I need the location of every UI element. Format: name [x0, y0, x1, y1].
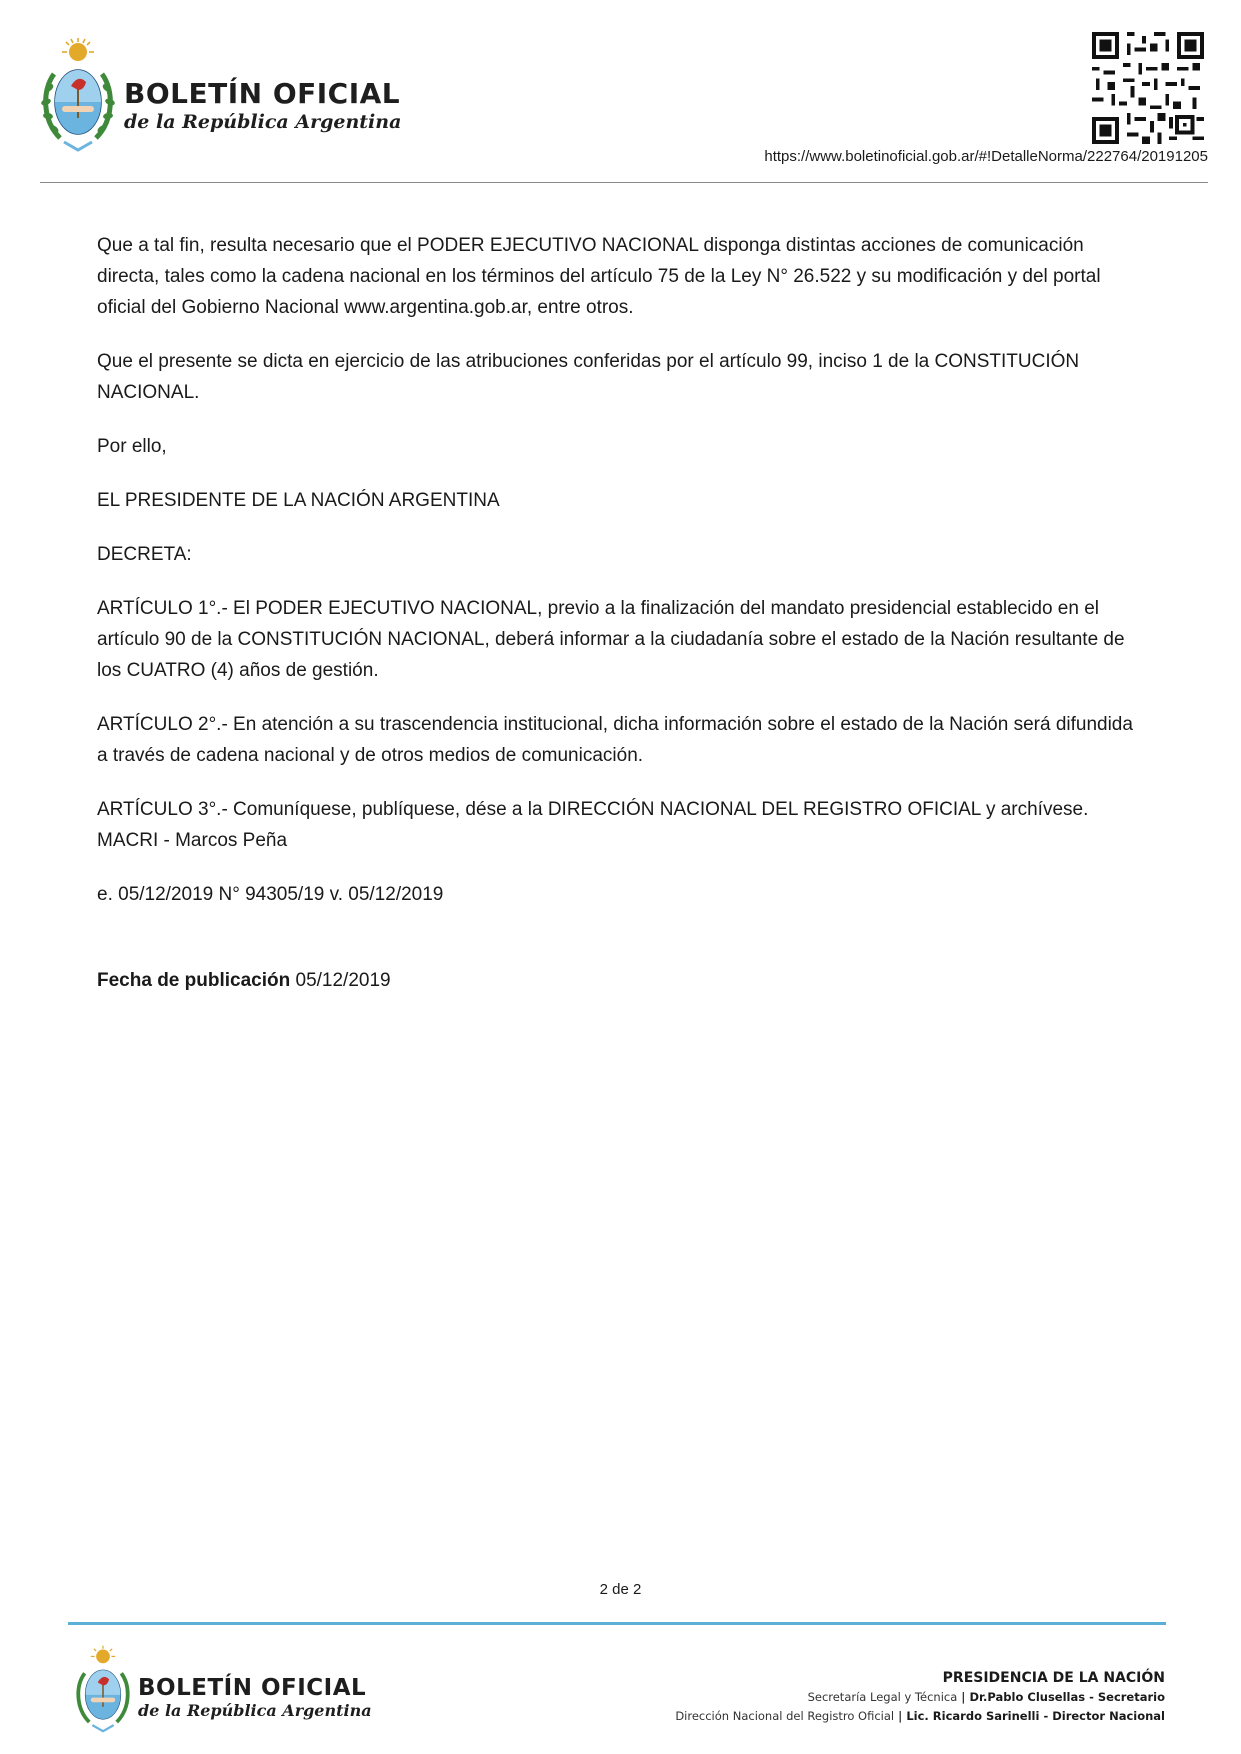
publication-label: Fecha de publicación — [97, 970, 291, 991]
qr-code-icon — [1092, 32, 1204, 144]
article-3: ARTÍCULO 3°.- Comuníquese, publíquese, dése a la DIRECCIÓN NACIONAL DEL REGISTRO OFICIAL y archívese. MACRI - Marcos Peña — [97, 799, 1089, 851]
secretaria-line — [675, 1688, 1165, 1707]
sun-icon — [62, 38, 94, 61]
secretario-name: Dr.Pablo Clusellas - Secretario — [969, 1690, 1165, 1704]
coat-of-arms-icon — [40, 38, 116, 154]
footer-brand-title: BOLETÍN OFICIAL — [138, 1675, 367, 1701]
paragraph: EL PRESIDENTE DE LA NACIÓN ARGENTINA — [97, 490, 500, 511]
footer-divider — [68, 1622, 1166, 1625]
direccion-line — [675, 1707, 1165, 1726]
header-logo — [40, 38, 400, 158]
brand-subtitle: de la República Argentina — [124, 111, 402, 133]
brand-title: BOLETÍN OFICIAL — [124, 77, 401, 110]
coat-of-arms-icon — [74, 1645, 132, 1735]
paragraph: Por ello, — [97, 436, 167, 457]
separator: | — [898, 1709, 903, 1723]
footer-logo — [74, 1645, 394, 1741]
article-2: ARTÍCULO 2°.- En atención a su trascendencia institucional, dicha información sobre el estado de la Nación será difundida a través de cadena nacional y de otros medios de comunicación. — [97, 714, 1133, 766]
publication-date-line — [97, 965, 1142, 996]
footer-credits — [675, 1668, 1165, 1726]
footer-brand-subtitle: de la República Argentina — [138, 1701, 372, 1720]
footer-brand — [138, 1675, 372, 1721]
page-number: 2 de 2 — [599, 1581, 642, 1598]
separator: | — [961, 1690, 966, 1704]
header-divider — [40, 182, 1208, 183]
publication-date: 05/12/2019 — [295, 970, 391, 991]
document-url[interactable]: https://www.boletinoficial.gob.ar/#!DetalleNorma/222764/20191205 — [764, 148, 1208, 165]
presidencia-label: PRESIDENCIA DE LA NACIÓN — [942, 1670, 1165, 1686]
edition-info: e. 05/12/2019 N° 94305/19 v. 05/12/2019 — [97, 884, 444, 905]
article-1: ARTÍCULO 1°.- El PODER EJECUTIVO NACIONAL, previo a la finalización del mandato presidencial establecido en el artículo 90 de la CONSTITUCIÓN NACIONAL, deberá informar a la ciudadanía sobre el estado de la Nación resultante de los CUATRO (4) años de gestión. — [97, 598, 1125, 681]
document-body — [97, 230, 1142, 1019]
paragraph: DECRETA: — [97, 544, 192, 565]
secretaria-label: Secretaría Legal y Técnica — [807, 1690, 958, 1704]
direccion-label: Dirección Nacional del Registro Oficial — [675, 1709, 895, 1723]
paragraph: Que el presente se dicta en ejercicio de las atribuciones conferidas por el artículo 99, inciso 1 de la CONSTITUCIÓN NACIONAL. — [97, 351, 1080, 403]
paragraph: Que a tal fin, resulta necesario que el PODER EJECUTIVO NACIONAL disponga distintas acciones de comunicación directa, tales como la cadena nacional en los términos del artículo 75 de la Ley N° 26.522 y su modificación y del portal oficial del Gobierno Nacional www.argentina.gob.ar, entre otros. — [97, 235, 1101, 318]
director-name: Lic. Ricardo Sarinelli - Director Nacional — [906, 1709, 1165, 1723]
brand — [124, 78, 401, 134]
